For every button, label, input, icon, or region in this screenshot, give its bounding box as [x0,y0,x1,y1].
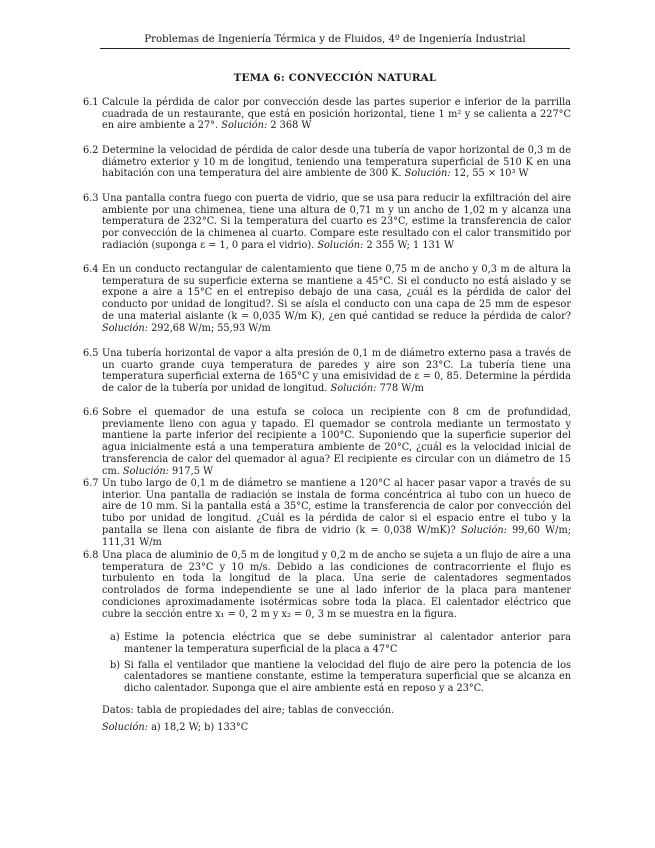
solution-label: Solución: [102,322,148,334]
subquestion-b [110,659,571,695]
solution-line [102,722,571,734]
chapter-title: TEMA 6: CONVECCIÓN NATURAL [233,72,437,84]
subquestion-text: Si falla el ventilador que mantiene la velocidad del flujo de aire pero la potencia de los calentadores se mantiene constante, estime la temperatura superficial que se alcanza en dicho calentador. Suponga que el aire ambiente está en reposo y a 23°C. [124,659,571,695]
problem-number: 6.7 [83,478,99,489]
problem-text: Una placa de aluminio de 0,5 m de longitud y 0,2 m de ancho se sujeta a un flujo de aire a una temperatura de 23°C y 10 m/s. Debido a las condiciones de contracorriente el flujo es turbulento en toda la longitud de la placa. Una serie de calentadores segmentados controlados de forma independiente se une al lado inferior de la placa para mantener condiciones aproximadamente isotérmicas sobre toda la placa. El calentador eléctrico que cubre la sección entre x₁ = 0, 2 m y x₂ = 0, 3 m se muestra en la figura. [102,550,571,620]
solution-label: Solución: [102,722,148,734]
problem-text: Sobre el quemador de una estufa se coloca un recipiente con 8 cm de profundidad, previamente lleno con agua y tapado. El quemador se controla mediante un termostato y mantiene la parte inferior del recipiente a 100°C. Suponiendo que la superficie superior del agua inicialmente está a una temperatura ambiente de 20°C, ¿cuál es la velocidad inicial de transferencia de calor del quemador al agua? El recipiente es circular con un diámetro de 15 cm. [102,407,571,477]
problem-body [102,407,571,477]
problem-6-7 [83,478,571,548]
problem-text: Un tubo largo de 0,1 m de diámetro se mantiene a 120°C al hacer pasar vapor a través de su interior. Una pantalla de radiación se instala de forma concéntrica al tubo con un hueco de aire de 10 mm. Si la pantalla está a 35°C, estime la transferencia de calor por convección del tubo por unidad de longitud. ¿Cuál es la pérdida de calor si el espacio entre el tubo y la pantalla se llena con aislante de fibra de vidrio (k = 0,038 W/mK)? [102,478,571,536]
solution-label: Solución: [122,465,169,477]
solution-value: 292,68 W/m; 55,93 W/m [151,322,271,334]
problem-body [102,550,571,734]
problem-body [102,478,571,548]
solution-label: Solución: [221,120,268,132]
problem-6-8 [83,550,571,734]
datos-line: Datos: tabla de propiedades del aire; tablas de convección. [102,704,395,716]
problem-number: 6.8 [83,550,99,561]
problem-text: Una pantalla contra fuego con puerta de vidrio, que se usa para reducir la exfiltración del aire ambiente por una chimenea, tiene una altura de 0,71 m y un ancho de 1,02 m y alcanza una temperatura de 232°C. Si la temperatura del cuarto es 23°C, estime la transferencia de calor por convección de la chimenea al cuarto. Compare este resultado con el calor transmitido por radiación (suponga ε = 1, 0 para el vidrio). [102,193,571,251]
problem-number: 6.2 [83,145,99,156]
solution-label: Solución: [317,239,364,251]
problem-number: 6.5 [83,348,99,359]
problem-6-4 [83,264,571,334]
subquestion-marker: b) [110,659,121,671]
problem-body [102,348,571,395]
problem-text: Calcule la pérdida de calor por convección desde las partes superior e inferior de la parrilla cuadrada de un restaurante, que está en posición horizontal, tiene 1 m² y se calienta a 227°C en aire ambiente a 27°. [102,97,571,132]
solution-value: 2 355 W; 1 131 W [366,239,455,251]
problem-6-2 [83,145,571,180]
problem-number: 6.1 [83,97,99,108]
solution-value: 917,5 W [172,465,214,477]
problem-number: 6.3 [83,193,99,204]
running-header: Problemas de Ingeniería Térmica y de Fluidos, 4º de Ingeniería Industrial [144,34,526,45]
problem-6-3 [83,193,571,252]
problem-text: En un conducto rectangular de calentamiento que tiene 0,75 m de ancho y 0,3 m de altura la temperatura de su superficie externa se mantiene a 45°C. Si el conducto no está aislado y se expone a aire a 15°C en el entrepiso debajo de una casa, ¿cuál es la pérdida de calor del conducto por unidad de longitud?. Si se aísla el conducto con una capa de 25 mm de espesor de una material aislante (k = 0,035 W/m K), ¿en qué cantidad se reduce la pérdida de calor? [102,264,571,322]
solution-value: 12, 55 × 10³ W [453,168,529,180]
problem-body [102,145,571,180]
problem-number: 6.6 [83,407,99,418]
problem-text: Determine la velocidad de pérdida de calor desde una tubería de vapor horizontal de 0,3 m de diámetro exterior y 10 m de longitud, teniendo una temperatura superficial de 510 K en una habitación con una temperatura del aire ambiente de 300 K. [102,145,571,180]
problem-6-1 [83,97,571,132]
problem-body [102,193,571,252]
solution-value: 99,60 W/m; 111,31 W/m [102,524,571,548]
solution-value: 2 368 W [270,120,312,132]
subquestion-a [110,632,571,655]
problem-6-6 [83,407,571,477]
solution-value: 778 W/m [379,383,424,395]
problem-6-5 [83,348,571,395]
header-rule [100,48,570,49]
solution-label: Solución: [330,383,377,395]
solution-label: Solución: [460,524,507,536]
subquestion-text: Estime la potencia eléctrica que se debe suministrar al calentador anterior para mantener la temperatura superficial de la placa a 47°C [124,632,571,655]
subquestion-marker: a) [110,632,120,644]
problem-body [102,97,571,132]
solution-label: Solución: [404,168,451,180]
problem-number: 6.4 [83,264,99,275]
problem-text: Una tubería horizontal de vapor a alta presión de 0,1 m de diámetro externo pasa a través de un cuarto grande cuya temperatura de paredes y aire son 23°C. La tubería tiene una temperatura superficial externa de 165°C y una emisividad de ε = 0, 85. Determine la pérdida de calor de la tubería por unidad de longitud. [102,348,571,395]
solution-value: a) 18,2 W; b) 133°C [151,722,249,734]
problem-body [102,264,571,334]
